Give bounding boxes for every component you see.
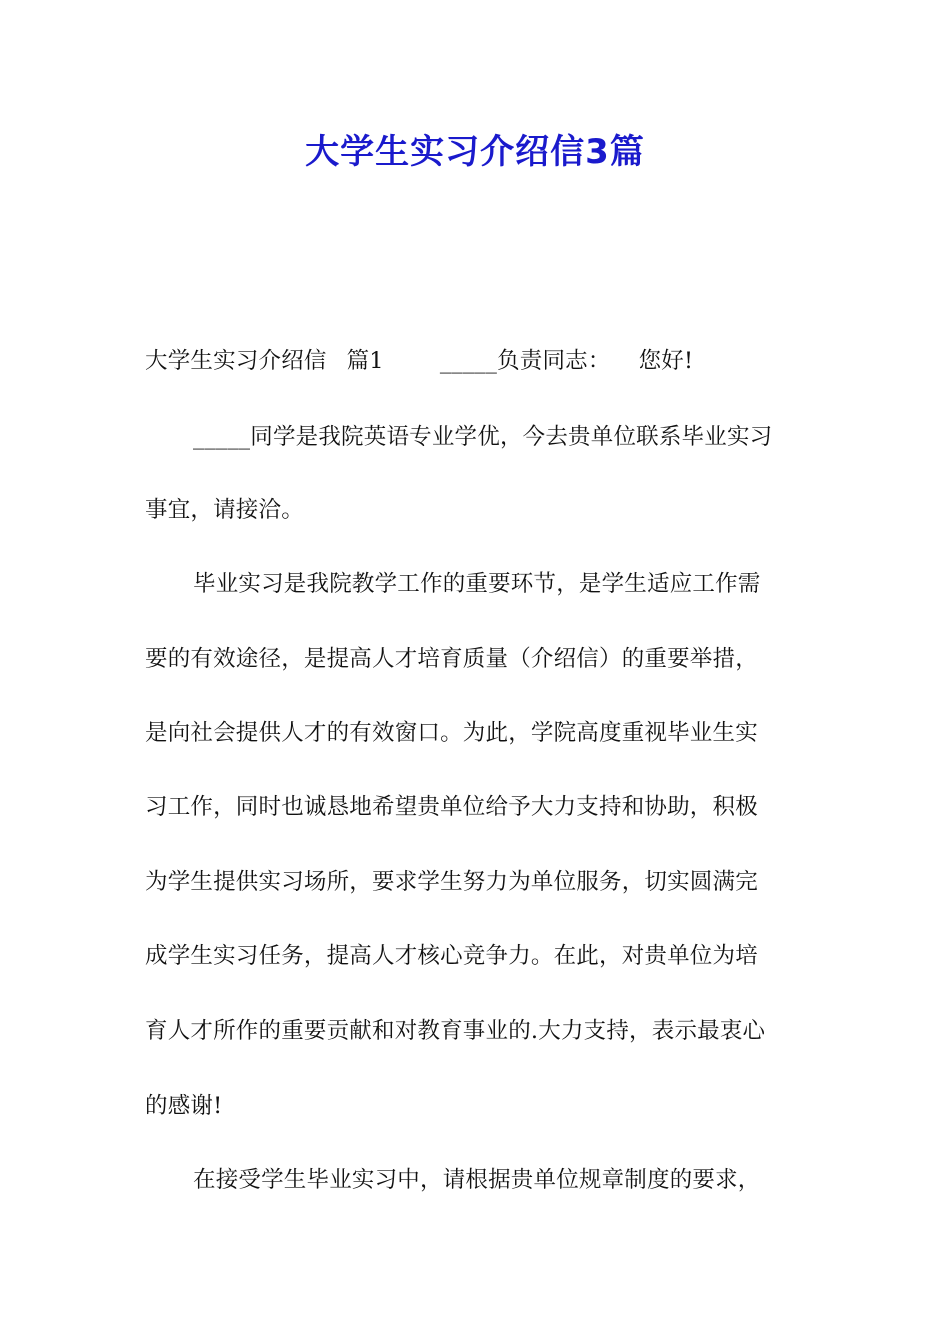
text-line-8: 为学生提供实习场所，要求学生努力为单位服务，切实圆满完: [145, 869, 758, 895]
text-line-2: _____同学是我院英语专业学优，今去贵单位联系毕业实习: [193, 424, 773, 450]
text-line-5: 要的有效途径，是提高人才培育质量（介绍信）的重要举措，: [145, 646, 758, 672]
text-line-11: 的感谢!: [145, 1093, 223, 1119]
text-line-1: [145, 345, 810, 377]
text-line-3: 事宜，请接洽。: [145, 497, 304, 523]
text-line-9: 成学生实习任务，提高人才核心竞争力。在此，对贵单位为培: [145, 943, 758, 969]
text-line-12: 在接受学生毕业实习中，请根据贵单位规章制度的要求，: [193, 1167, 761, 1193]
heading-inline-text: 大学生实习介绍信: [145, 348, 327, 374]
salutation-text: _____负责同志：: [439, 348, 611, 374]
document-title: 大学生实习介绍信3篇: [305, 132, 645, 172]
greeting-text: 您好!: [638, 348, 694, 374]
text-line-4: 毕业实习是我院教学工作的重要环节，是学生适应工作需: [193, 571, 761, 597]
section-number-text: 篇1: [346, 348, 384, 374]
text-line-7: 习工作，同时也诚恳地希望贵单位给予大力支持和协助，积极: [145, 794, 758, 820]
text-line-10: 育人才所作的重要贡献和对教育事业的.大力支持，表示最衷心: [145, 1018, 766, 1044]
text-line-6: 是向社会提供人才的有效窗口。为此，学院高度重视毕业生实: [145, 720, 758, 746]
